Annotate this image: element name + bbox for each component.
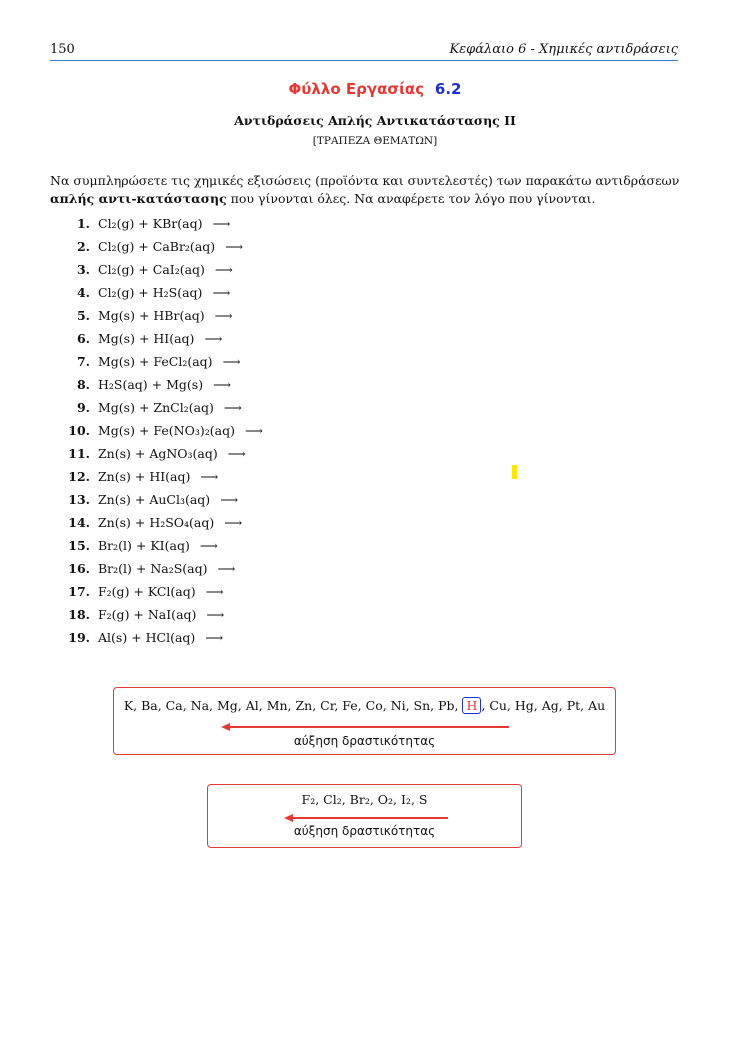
reaction-arrow-icon: ⟶ xyxy=(213,377,231,392)
metal-series-caption: αύξηση δραστικότητας xyxy=(293,734,436,748)
instructions-bold-term: απλής αντι-κατάστασης xyxy=(50,191,227,206)
reaction-arrow-icon: ⟶ xyxy=(200,469,219,484)
instructions-paragraph xyxy=(50,172,680,208)
worksheet-subtitle: Αντιδράσεις Απλής Αντικατάστασης ΙΙ xyxy=(234,113,516,128)
reaction-number: 4. xyxy=(76,285,90,300)
worksheet-title-label: Φύλλο Εργασίας xyxy=(288,80,425,98)
reaction-arrow-icon: ⟶ xyxy=(206,607,225,622)
reaction-number: 6. xyxy=(76,331,90,346)
reactivity-arrow-head-icon xyxy=(284,814,293,822)
reaction-equation: H₂S(aq) + Mg(s) xyxy=(98,377,204,392)
metal-activity-series-box xyxy=(113,687,616,755)
reaction-equation: Mg(s) + ZnCl₂(aq) xyxy=(98,400,214,415)
reactivity-arrow-line xyxy=(292,817,448,819)
reaction-number: 3. xyxy=(76,262,90,277)
reaction-arrow-icon: ⟶ xyxy=(214,262,233,277)
instructions-text-1: Να συμπληρώσετε τις χημικές εξισώσεις (προϊόντα και συντελεστές) των παρακάτω αντιδράσεων xyxy=(50,173,680,188)
hydrogen-marker: H xyxy=(462,697,481,714)
reaction-arrow-icon: ⟶ xyxy=(220,492,239,507)
reaction-equation: Zn(s) + HI(aq) xyxy=(98,469,191,484)
reaction-item xyxy=(60,534,620,557)
reaction-arrow-icon: ⟶ xyxy=(227,446,246,461)
reaction-number: 2. xyxy=(76,239,90,254)
reaction-equation: Cl₂(g) + KBr(aq) xyxy=(98,216,203,231)
reaction-equation: F₂(g) + KCl(aq) xyxy=(98,584,196,599)
reaction-equation: Cl₂(g) + CaBr₂(aq) xyxy=(98,239,216,254)
reaction-equation: Zn(s) + H₂SO₄(aq) xyxy=(98,515,215,530)
reaction-item xyxy=(60,419,620,442)
reaction-arrow-icon: ⟶ xyxy=(244,423,263,438)
reaction-equation: Zn(s) + AuCl₃(aq) xyxy=(98,492,211,507)
reaction-item xyxy=(60,488,620,511)
reaction-arrow-icon: ⟶ xyxy=(204,331,223,346)
reaction-equation: Al(s) + HCl(aq) xyxy=(98,630,196,645)
reaction-list xyxy=(60,212,620,649)
reaction-item xyxy=(60,350,620,373)
reaction-equation: Zn(s) + AgNO₃(aq) xyxy=(98,446,218,461)
reaction-item xyxy=(60,442,620,465)
reaction-arrow-icon: ⟶ xyxy=(199,538,218,553)
metal-series-after: , Cu, Hg, Ag, Pt, Au xyxy=(481,698,606,713)
reaction-number: 5. xyxy=(76,308,90,323)
reaction-equation: Mg(s) + FeCl₂(aq) xyxy=(98,354,213,369)
nonmetal-activity-series: F₂, Cl₂, Br₂, O₂, I₂, S xyxy=(301,792,428,807)
highlight-marker xyxy=(512,465,517,479)
reaction-equation: Br₂(l) + KI(aq) xyxy=(98,538,190,553)
reaction-item xyxy=(60,327,620,350)
reaction-number: 15. xyxy=(68,538,90,553)
page-header xyxy=(50,40,678,61)
reaction-item xyxy=(60,304,620,327)
reaction-arrow-icon: ⟶ xyxy=(205,584,224,599)
reaction-item xyxy=(60,603,620,626)
reaction-number: 11. xyxy=(68,446,90,461)
reaction-equation: Mg(s) + Fe(NO₃)₂(aq) xyxy=(98,423,235,438)
reaction-number: 16. xyxy=(68,561,90,576)
reaction-equation: Cl₂(g) + H₂S(aq) xyxy=(98,285,203,300)
reaction-item xyxy=(60,626,620,649)
instructions-text-2: που γίνονται όλες. Να αναφέρετε τον λόγο που γίνονται. xyxy=(226,191,596,206)
metal-series-before: K, Ba, Ca, Na, Mg, Al, Mn, Zn, Cr, Fe, Co, Ni, Sn, Pb, xyxy=(123,698,463,713)
reaction-item xyxy=(60,557,620,580)
question-bank-label: [ΤΡΑΠΕΖΑ ΘΕΜΑΤΩΝ] xyxy=(312,135,438,147)
reaction-number: 1. xyxy=(76,216,90,231)
reaction-number: 18. xyxy=(68,607,90,622)
reaction-arrow-icon: ⟶ xyxy=(217,561,236,576)
page-number: 150 xyxy=(50,42,75,57)
reaction-item xyxy=(60,212,620,235)
reaction-arrow-icon: ⟶ xyxy=(212,216,231,231)
reaction-number: 7. xyxy=(76,354,90,369)
reaction-number: 10. xyxy=(68,423,90,438)
reaction-number: 14. xyxy=(68,515,90,530)
reaction-item xyxy=(60,580,620,603)
reaction-arrow-icon: ⟶ xyxy=(225,239,244,254)
reaction-equation: F₂(g) + NaI(aq) xyxy=(98,607,197,622)
reaction-item xyxy=(60,511,620,534)
nonmetal-series-caption: αύξηση δραστικότητας xyxy=(293,824,436,838)
reaction-equation: Cl₂(g) + CaI₂(aq) xyxy=(98,262,205,277)
reaction-equation: Mg(s) + HI(aq) xyxy=(98,331,195,346)
metal-activity-series xyxy=(114,697,615,714)
reaction-item xyxy=(60,281,620,304)
reaction-arrow-icon: ⟶ xyxy=(205,630,224,645)
reaction-equation: Br₂(l) + Na₂S(aq) xyxy=(98,561,208,576)
reaction-item xyxy=(60,235,620,258)
reaction-number: 17. xyxy=(68,584,90,599)
worksheet-title xyxy=(0,80,750,98)
reaction-item xyxy=(60,465,620,488)
nonmetal-activity-series-box xyxy=(207,784,522,848)
reaction-arrow-icon: ⟶ xyxy=(214,308,233,323)
reaction-number: 8. xyxy=(76,377,90,392)
reaction-number: 12. xyxy=(68,469,90,484)
reaction-item xyxy=(60,258,620,281)
worksheet-title-number: 6.2 xyxy=(434,80,462,98)
reaction-equation: Mg(s) + HBr(aq) xyxy=(98,308,205,323)
reaction-arrow-icon: ⟶ xyxy=(224,515,243,530)
reaction-arrow-icon: ⟶ xyxy=(222,354,241,369)
reactivity-arrow-head-icon xyxy=(221,723,230,731)
running-head: Κεφάλαιο 6 - Χημικές αντιδράσεις xyxy=(449,42,678,57)
reactivity-arrow-line xyxy=(229,726,509,728)
reaction-item xyxy=(60,373,620,396)
reaction-arrow-icon: ⟶ xyxy=(223,400,242,415)
reaction-number: 13. xyxy=(68,492,90,507)
reaction-arrow-icon: ⟶ xyxy=(212,285,231,300)
reaction-item xyxy=(60,396,620,419)
reaction-number: 9. xyxy=(76,400,90,415)
reaction-number: 19. xyxy=(68,630,90,645)
